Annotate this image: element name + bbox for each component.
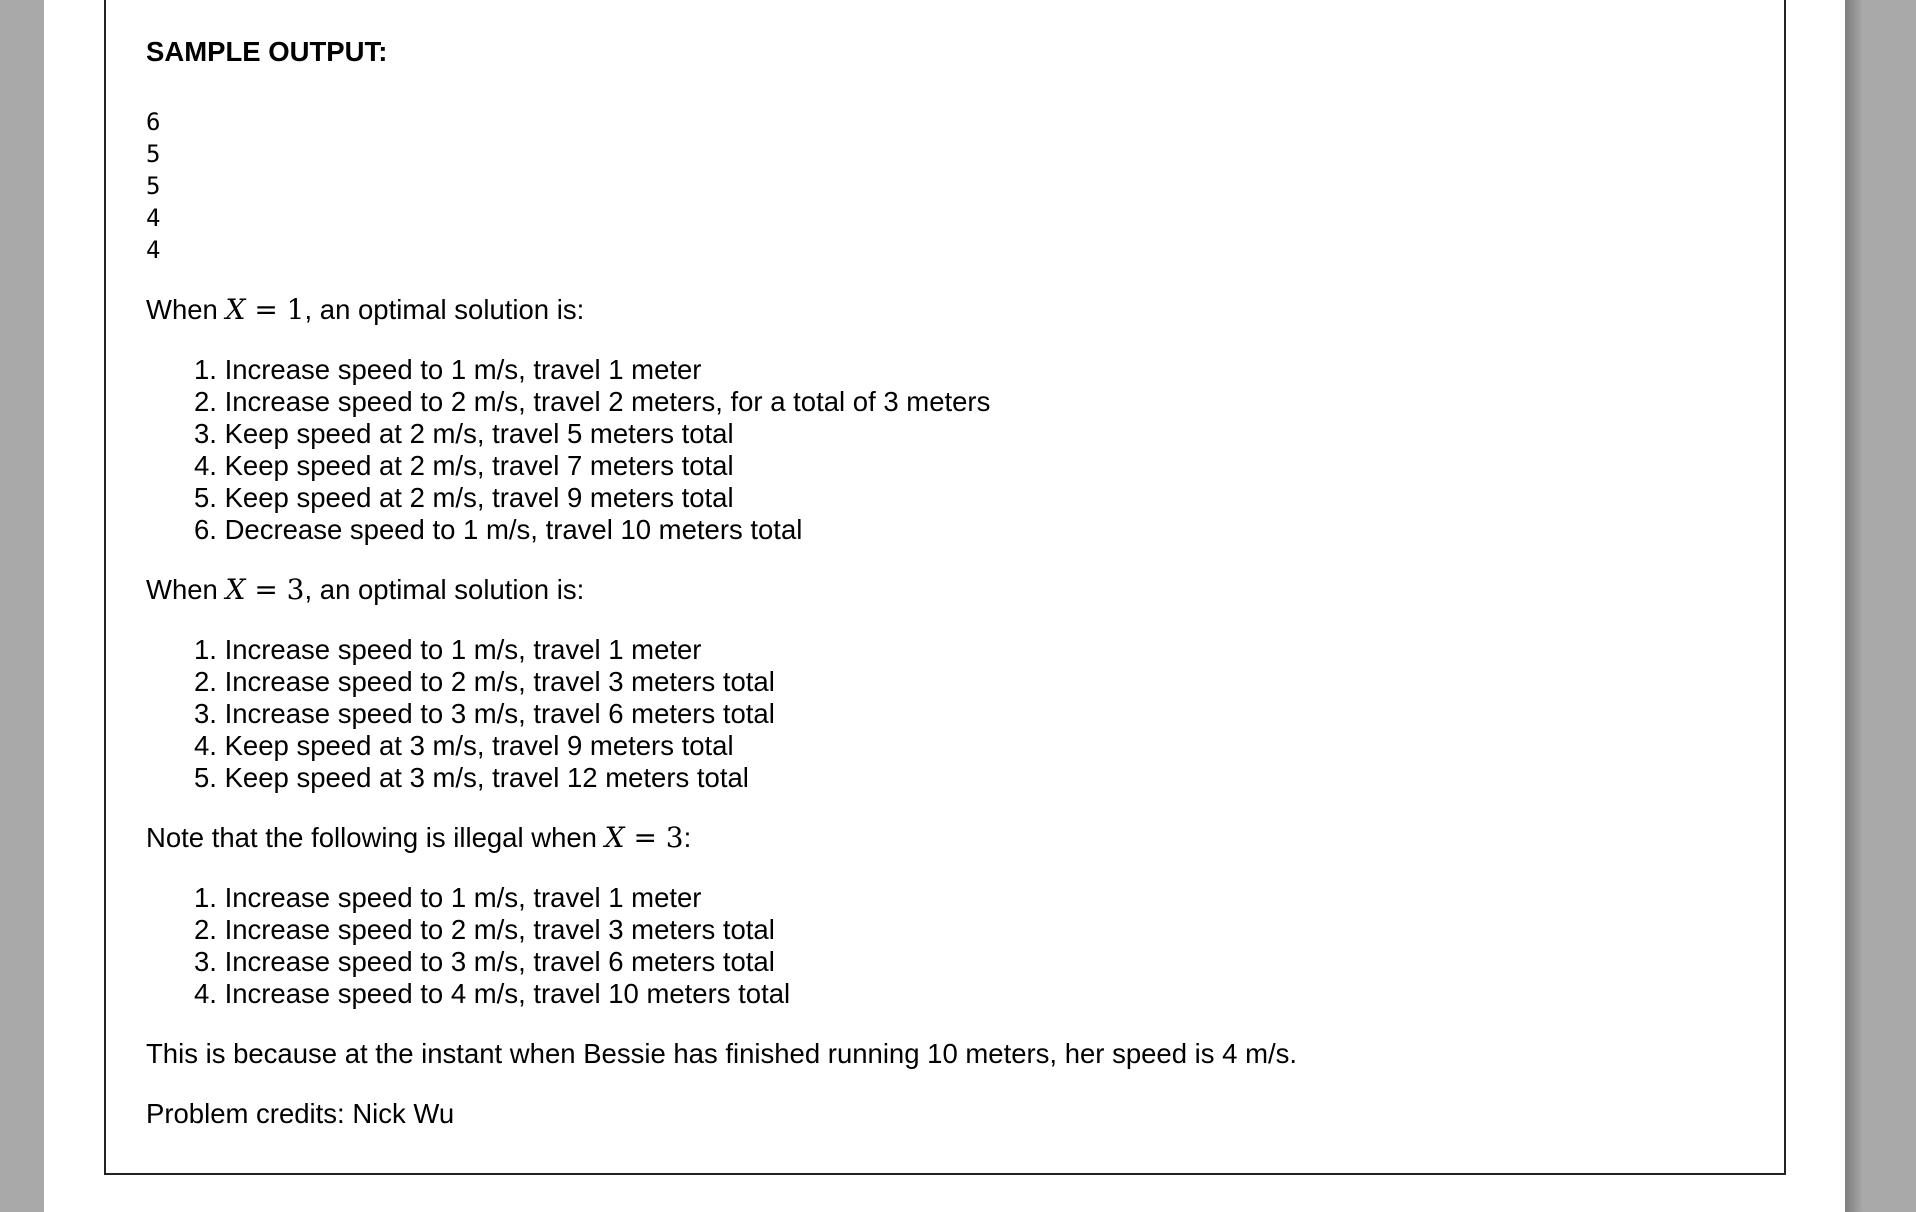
output-line: 4 [146,204,161,232]
math-rest: = 3 [245,573,305,606]
section3-intro [146,822,691,854]
math-var: X [604,821,625,854]
list-item: 1. Increase speed to 1 m/s, travel 1 meter [194,882,702,913]
explanation-text: This is because at the instant when Bessie has finished running 10 meters, her speed is 4 m/s. [146,1038,1298,1069]
section2-intro-before: When [146,574,226,605]
section1-math [225,293,304,326]
math-var: X [225,293,246,326]
list-item: 2. Increase speed to 2 m/s, travel 2 meters, for a total of 3 meters [194,386,991,417]
problem-credits: Problem credits: Nick Wu [146,1098,455,1129]
list-item: 2. Increase speed to 2 m/s, travel 3 meters total [194,914,775,945]
section3-intro-after: : [683,822,692,853]
list-item: 5. Keep speed at 3 m/s, travel 12 meters total [194,762,749,793]
section2-math [225,573,304,606]
section1-intro [146,294,584,326]
output-line: 5 [146,140,161,168]
list-item: 3. Increase speed to 3 m/s, travel 6 meters total [194,698,775,729]
output-line: 4 [146,236,161,264]
section1-intro-after: , an optimal solution is: [304,294,585,325]
list-item: 4. Keep speed at 3 m/s, travel 9 meters total [194,730,734,761]
math-rest: = 3 [624,821,684,854]
list-item: 4. Increase speed to 4 m/s, travel 10 meters total [194,978,791,1009]
list-item: 6. Decrease speed to 1 m/s, travel 10 meters total [194,514,803,545]
output-line: 5 [146,172,161,200]
list-item: 1. Increase speed to 1 m/s, travel 1 meter [194,634,702,665]
list-item: 5. Keep speed at 2 m/s, travel 9 meters total [194,482,734,513]
section3-math [605,821,684,854]
section1-steps [194,354,990,546]
section1-intro-before: When [146,294,226,325]
list-item: 3. Keep speed at 2 m/s, travel 5 meters total [194,418,734,449]
sample-output-heading: SAMPLE OUTPUT: [146,36,388,67]
list-item: 2. Increase speed to 2 m/s, travel 3 meters total [194,666,775,697]
list-item: 4. Keep speed at 2 m/s, travel 7 meters total [194,450,734,481]
list-item: 3. Increase speed to 3 m/s, travel 6 meters total [194,946,775,977]
math-var: X [225,573,246,606]
list-item: 1. Increase speed to 1 m/s, travel 1 meter [194,354,702,385]
section2-steps [194,634,775,794]
section2-intro-after: , an optimal solution is: [304,574,585,605]
sample-output-block [146,106,160,266]
page-shadow [1845,0,1863,1212]
section3-steps [194,882,790,1010]
math-rest: = 1 [245,293,305,326]
section2-intro [146,574,584,606]
section3-intro-before: Note that the following is illegal when [146,822,605,853]
output-line: 6 [146,108,161,136]
